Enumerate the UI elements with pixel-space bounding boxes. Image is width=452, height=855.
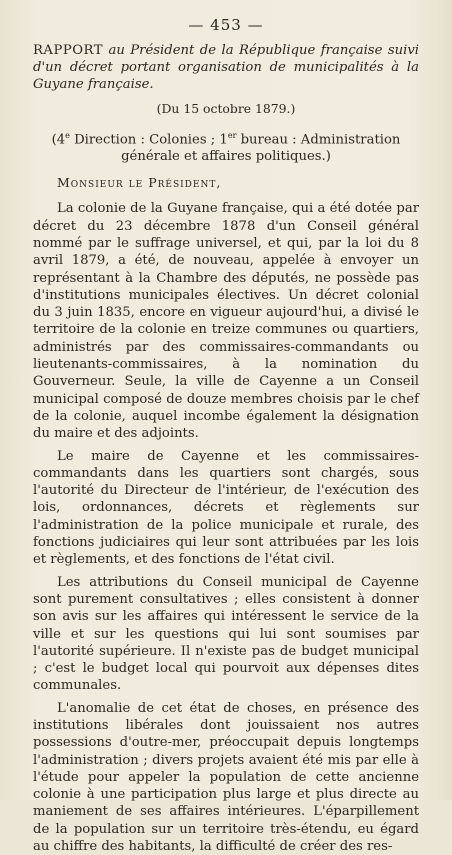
direction-superscript-1: e — [65, 131, 70, 140]
report-date: (Du 15 octobre 1879.) — [156, 101, 296, 116]
body-paragraph-3: Les attributions du Conseil municipal de Cayenne sont purement consultatives ; elles consistent à donner son avis sur les affaires qui intéressent le service de la ville et sur les questions qui lui sont soumises par l'autorité supérieure. Il n'existe pas de budget municipal ; c'est le budget local qui pourvoit aux dépenses dites communales. — [33, 574, 419, 694]
direction-line — [33, 127, 419, 165]
report-title-rest: au Président de la République française suivi d'un décret portant organisation de municipalités à la Guyane française. — [33, 43, 419, 92]
body-paragraph-1: La colonie de la Guyane française, qui a été dotée par décret du 23 décembre 1878 d'un Conseil général nommé par le suffrage universel, et qui, par la loi du 8 avril 1879, a été, de nouveau, appelée à envoyer un représentant à la Chambre des députés, ne possède pas d'institutions municipales électives. Un décret colonial du 3 juin 1835, encore en vigueur aujourd'hui, a divisé le territoire de la colonie en treize communes ou quartiers, administrés par des commissaires-commandants ou lieutenants-commissaires, à la nomination du Gouverneur. Seule, la ville de Cayenne a un Conseil municipal composé de douze membres choisis par le chef de la colonie, auquel incombe également la désignation du maire et des adjoints. — [33, 201, 419, 442]
salutation: Monsieur le Président, — [57, 175, 222, 191]
report-title-lead: RAPPORT — [33, 43, 104, 58]
direction-part-2: Direction : Colonies ; 1 — [69, 132, 228, 148]
report-title — [33, 42, 419, 93]
direction-superscript-2: er — [227, 131, 237, 140]
page-number: — 453 — — [188, 16, 264, 34]
direction-part-3: bureau : Administration générale et affaires politiques.) — [121, 132, 401, 165]
body-paragraph-4: L'anomalie de cet état de choses, en présence des institutions libérales dont jouissaient nos autres possessions d'outre-mer, préoccupait depuis longtemps l'administration ; divers projets avaient été mis par elle à l'étude pour appeler la population de cette ancienne colonie à une participation plus large et plus directe au maniement de ses affaires intérieures. L'éparpillement de la population sur un territoire très-étendu, eu égard au chiffre des habitants, la difficulté de créer des res- — [33, 700, 419, 855]
direction-part-1: (4 — [51, 132, 66, 148]
body-paragraph-2: Le maire de Cayenne et les commissaires-commandants dans les quartiers sont chargés, sous l'autorité du Directeur de l'intérieur, de l'exécution des lois, ordonnances, décrets et règlements sur l'administration de la police municipale et rurale, des fonctions judiciaires qui leur sont attribuées par les lois et règlements, et des fonctions de l'état civil. — [33, 448, 419, 568]
